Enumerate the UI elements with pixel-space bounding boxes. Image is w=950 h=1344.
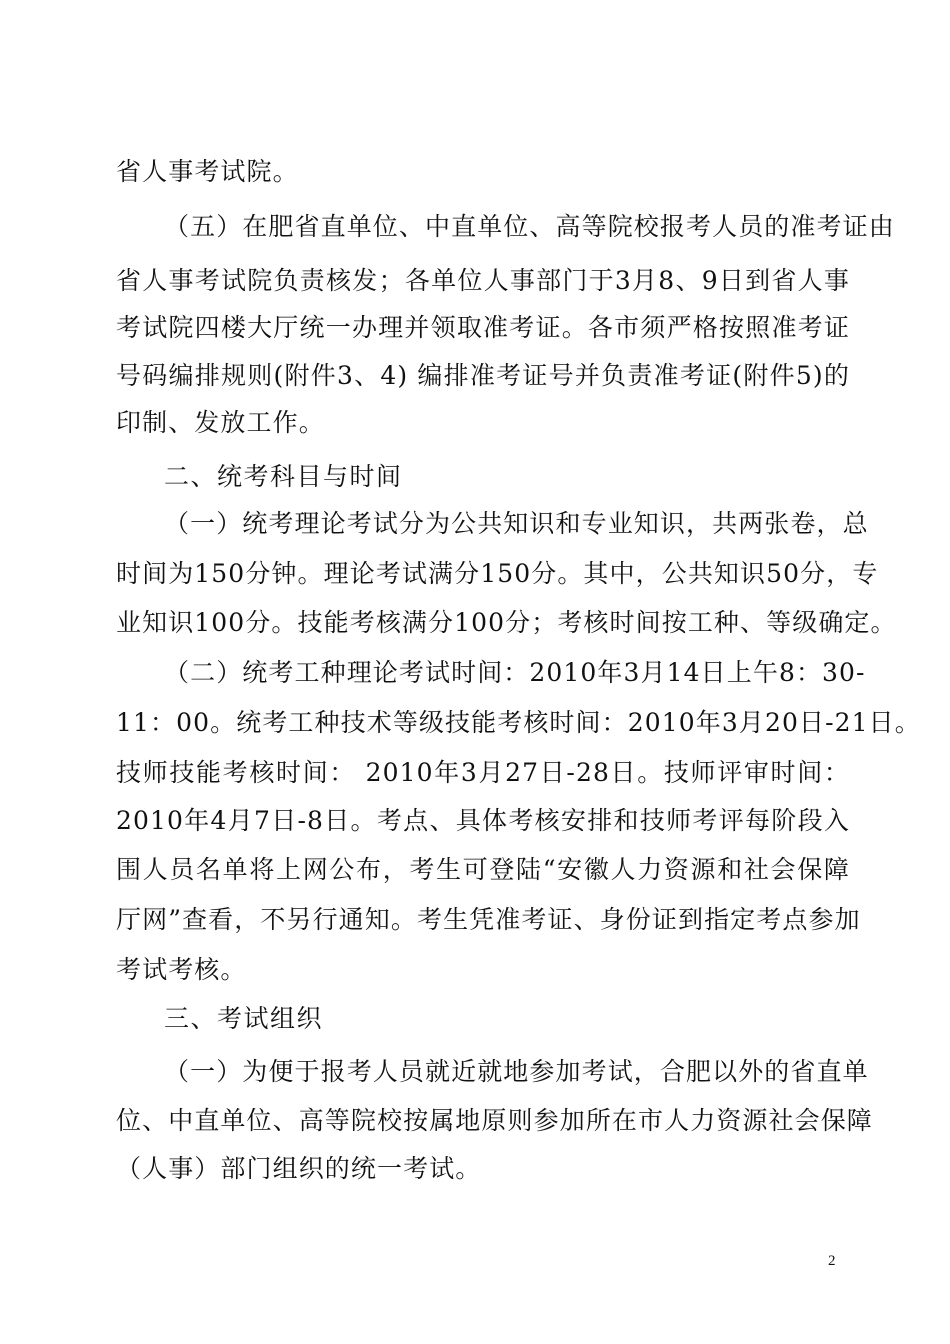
paragraph-line: （一）统考理论考试分为公共知识和专业知识，共两张卷，总 [164, 509, 869, 538]
paragraph-line: 考试考核。 [116, 955, 247, 984]
paragraph-line: 厅网”查看，不另行通知。考生凭准考证、身份证到指定考点参加 [116, 905, 861, 934]
section-heading: 三、考试组织 [164, 1004, 324, 1033]
section-heading: 二、统考科目与时间 [164, 462, 403, 491]
paragraph-line: （二）统考工种理论考试时间：2010年3月14日上午8：30- [164, 658, 866, 687]
paragraph-line: （人事）部门组织的统一考试。 [116, 1154, 482, 1183]
paragraph-line: 考试院四楼大厅统一办理并领取准考证。各市须严格按照准考证 [116, 313, 850, 342]
paragraph-line: 位、中直单位、高等院校按属地原则参加所在市人力资源社会保障 [116, 1106, 873, 1135]
paragraph-line: 技师技能考核时间： 2010年3月27日-28日。技师评审时间： [116, 758, 850, 787]
paragraph-line: 省人事考试院。 [116, 157, 299, 186]
paragraph-line: 2010年4月7日-8日。考点、具体考核安排和技师考评每阶段入 [116, 806, 850, 835]
paragraph-line: 省人事考试院负责核发；各单位人事部门于3月8、9日到省人事 [116, 266, 850, 295]
paragraph-line: 围人员名单将上网公布，考生可登陆“安徽人力资源和社会保障 [116, 855, 850, 884]
paragraph-line: 11：00。统考工种技术等级技能考核时间：2010年3月20日-21日。 [116, 708, 921, 737]
paragraph-line: 号码编排规则(附件3、4) 编排准考证号并负责准考证(附件5)的 [116, 361, 850, 390]
paragraph-line: 印制、发放工作。 [116, 408, 325, 437]
page-number: 2 [828, 1253, 836, 1269]
paragraph-line: 业知识100分。技能考核满分100分；考核时间按工种、等级确定。 [116, 608, 897, 637]
paragraph-line: 时间为150分钟。理论考试满分150分。其中，公共知识50分，专 [116, 559, 879, 588]
paragraph-line: （五）在肥省直单位、中直单位、高等院校报考人员的准考证由 [164, 212, 895, 241]
paragraph-line: （一）为便于报考人员就近就地参加考试，合肥以外的省直单 [164, 1057, 869, 1086]
